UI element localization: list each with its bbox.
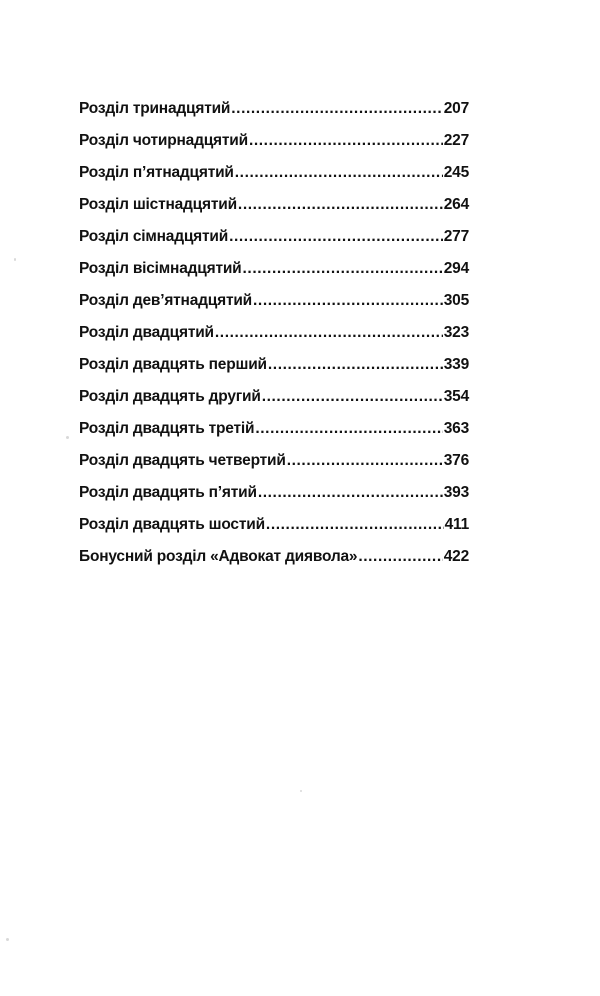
toc-dot-leader: [258, 484, 443, 502]
toc-entry-23: [79, 420, 469, 452]
toc-entry-20: [79, 324, 469, 356]
toc-entry-title: Бонусний розділ «Адвокат диявола»: [79, 548, 358, 565]
toc-dot-leader: [231, 100, 442, 118]
toc-entry-22: [79, 388, 469, 420]
toc-entry-title: Розділ двадцять п’ятий: [79, 484, 257, 501]
toc-entry-page: 411: [444, 516, 469, 533]
toc-entry-page: 277: [443, 228, 469, 245]
toc-dot-leader: [253, 292, 443, 310]
toc-entry-title: Розділ двадцять другий: [79, 388, 261, 405]
toc-entry-page: 363: [443, 420, 469, 437]
toc-entry-17: [79, 228, 469, 260]
scan-speck: [66, 436, 69, 439]
toc-dot-leader: [243, 260, 443, 278]
toc-entry-page: 422: [443, 548, 469, 565]
toc-dot-leader: [235, 164, 443, 182]
toc-entry-title: Розділ вісімнадцятий: [79, 260, 242, 277]
toc-entry-title: Розділ п’ятнадцятий: [79, 164, 234, 181]
toc-dot-leader: [229, 228, 443, 246]
scan-speck: [300, 790, 302, 792]
toc-dot-leader: [266, 516, 444, 534]
toc-dot-leader: [215, 324, 443, 342]
toc-entry-title: Розділ двадцять шостий: [79, 516, 265, 533]
toc-entry-14: [79, 132, 469, 164]
toc-dot-leader: [249, 132, 443, 150]
toc-entry-page: 339: [443, 356, 469, 373]
toc-dot-leader: [262, 388, 443, 406]
toc-entry-title: Розділ чотирнадцятий: [79, 132, 248, 149]
toc-entry-16: [79, 196, 469, 228]
toc-entry-title: Розділ двадцять четвертий: [79, 452, 286, 469]
toc-entry-24: [79, 452, 469, 484]
scan-speck: [6, 938, 9, 941]
toc-entry-19: [79, 292, 469, 324]
toc-entry-title: Розділ двадцять перший: [79, 356, 267, 373]
toc-dot-leader: [287, 452, 443, 470]
toc-entry-title: Розділ тринадцятий: [79, 100, 231, 117]
toc-entry-page: 264: [443, 196, 469, 213]
toc-dot-leader: [238, 196, 443, 214]
toc-entry-page: 294: [443, 260, 469, 277]
toc-entry-title: Розділ шістнадцятий: [79, 196, 237, 213]
toc-entry-title: Розділ сімнадцятий: [79, 228, 229, 245]
toc-entry-15: [79, 164, 469, 196]
toc-entry-26: [79, 516, 469, 548]
toc-entry-title: Розділ двадцятий: [79, 324, 214, 341]
scan-speck: [14, 258, 16, 261]
table-of-contents: [79, 100, 469, 580]
toc-dot-leader: [358, 548, 442, 566]
toc-entry-page: 207: [443, 100, 469, 117]
toc-entry-page: 305: [443, 292, 469, 309]
toc-entry-page: 393: [443, 484, 469, 501]
toc-dot-leader: [255, 420, 442, 438]
toc-entry-page: 227: [443, 132, 469, 149]
toc-dot-leader: [268, 356, 443, 374]
toc-entry-25: [79, 484, 469, 516]
toc-entry-18: [79, 260, 469, 292]
toc-entry-bonus: [79, 548, 469, 580]
toc-entry-page: 354: [443, 388, 469, 405]
toc-entry-page: 376: [443, 452, 469, 469]
toc-entry-page: 245: [443, 164, 469, 181]
toc-entry-title: Розділ дев’ятнадцятий: [79, 292, 252, 309]
toc-entry-13: [79, 100, 469, 132]
toc-entry-21: [79, 356, 469, 388]
toc-entry-title: Розділ двадцять третій: [79, 420, 255, 437]
toc-entry-page: 323: [443, 324, 469, 341]
